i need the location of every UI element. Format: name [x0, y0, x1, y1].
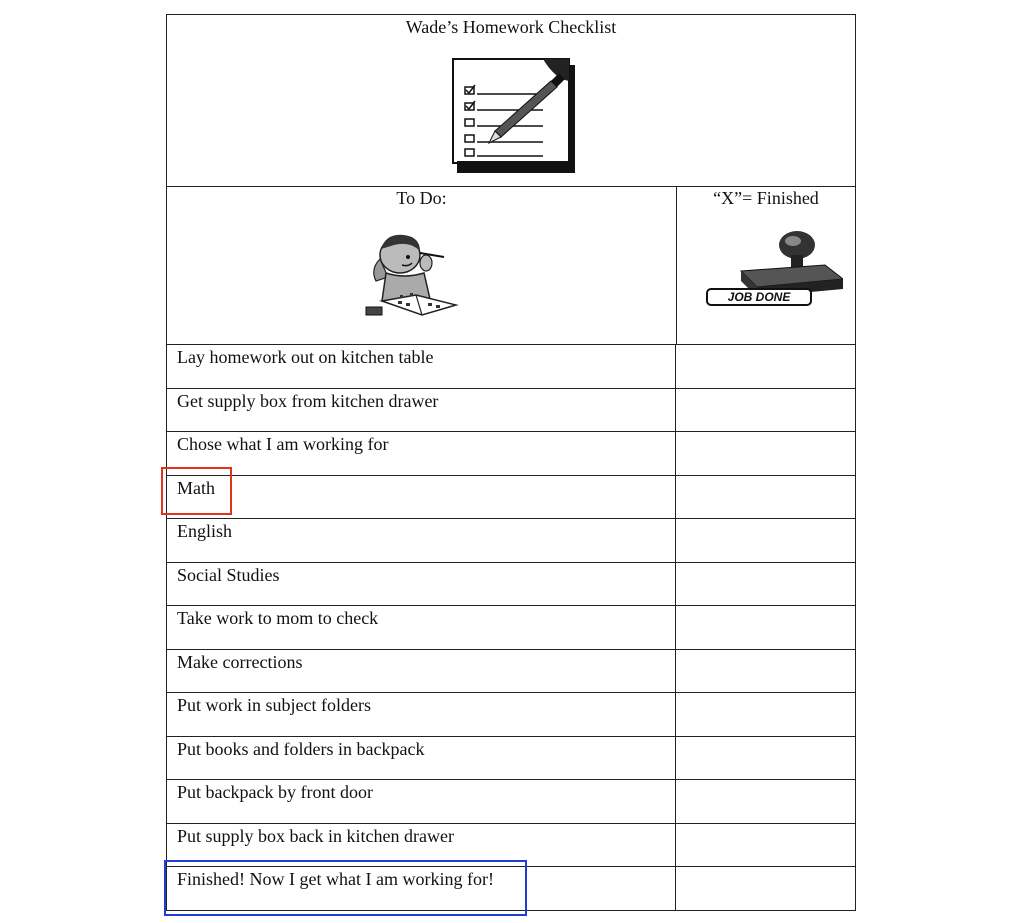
finished-highlight-box: [164, 860, 527, 916]
task-row: [167, 693, 855, 737]
task-label: Put backpack by front door: [167, 780, 676, 823]
task-label: Put books and folders in backpack: [167, 737, 676, 780]
finished-column-header: “X”= Finished: [713, 188, 819, 208]
task-row: [167, 432, 855, 476]
job-done-stamp-icon: [695, 231, 843, 317]
task-row: [167, 476, 855, 520]
finished-check-cell[interactable]: [676, 563, 855, 606]
task-row: [167, 606, 855, 650]
task-label: Chose what I am working for: [167, 432, 676, 475]
finished-check-cell[interactable]: [676, 824, 855, 867]
task-row: [167, 563, 855, 607]
todo-header-cell: [167, 187, 677, 344]
stamp-label: JOB DONE: [727, 290, 791, 304]
task-label: Social Studies: [167, 563, 676, 606]
title-cell: [167, 15, 855, 187]
header-row: [167, 187, 855, 345]
finished-check-cell[interactable]: [676, 693, 855, 736]
finished-check-cell[interactable]: [676, 650, 855, 693]
task-row: [167, 650, 855, 694]
task-row: [167, 737, 855, 781]
finished-check-cell[interactable]: [676, 737, 855, 780]
finished-check-cell[interactable]: [676, 432, 855, 475]
checklist-clipart-icon: [451, 57, 577, 179]
task-label: Get supply box from kitchen drawer: [167, 389, 676, 432]
finished-check-cell[interactable]: [676, 476, 855, 519]
math-highlight-box: [161, 467, 232, 515]
finished-check-cell[interactable]: [676, 519, 855, 562]
task-label: English: [167, 519, 676, 562]
homework-checklist-table: [166, 14, 856, 911]
task-label: Take work to mom to check: [167, 606, 676, 649]
task-label: Put supply box back in kitchen drawer: [167, 824, 676, 867]
finished-check-cell[interactable]: [676, 867, 855, 910]
task-label: Finished! Now I get what I am working for!: [167, 867, 676, 910]
student-doing-homework-icon: [364, 229, 464, 325]
task-label: Put work in subject folders: [167, 693, 676, 736]
task-row: [167, 345, 855, 389]
finished-check-cell[interactable]: [676, 389, 855, 432]
task-label: Lay homework out on kitchen table: [167, 345, 676, 388]
task-row: [167, 519, 855, 563]
task-label: Make corrections: [167, 650, 676, 693]
finished-check-cell[interactable]: [676, 780, 855, 823]
checklist-title: Wade’s Homework Checklist: [405, 17, 617, 37]
finished-check-cell[interactable]: [676, 606, 855, 649]
todo-column-header: To Do:: [396, 188, 447, 208]
finished-header-cell: [677, 187, 855, 344]
finished-check-cell[interactable]: [676, 345, 855, 388]
task-row: [167, 389, 855, 433]
task-row: [167, 780, 855, 824]
task-label: Math: [167, 476, 676, 519]
